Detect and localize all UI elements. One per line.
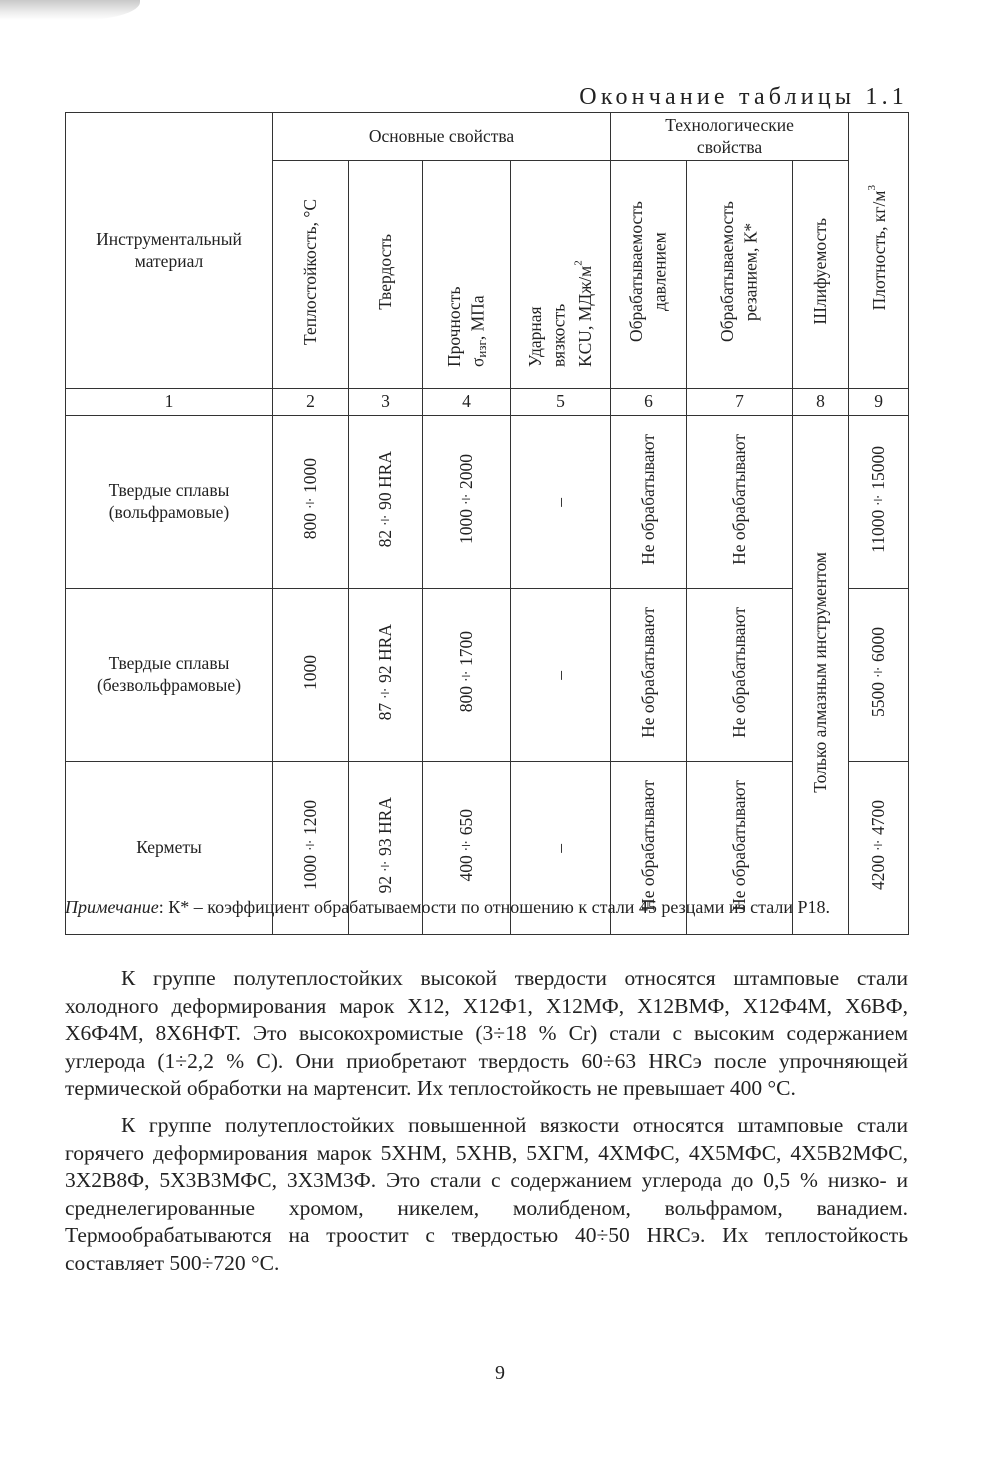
cell-cutting: Не обрабатывают — [687, 762, 793, 935]
cell-impact: – — [511, 416, 611, 589]
cell-hardness: 87÷92 HRA — [349, 589, 423, 762]
note-text: : К* – коэффициент обрабатываемости по отношению к стали 45 резцами из стали Р18. — [158, 897, 830, 917]
column-number: 9 — [849, 389, 909, 416]
table-row — [66, 416, 909, 589]
cell-strength: 800÷1700 — [423, 589, 511, 762]
cell-pressure: Не обрабатывают — [611, 762, 687, 935]
column-number: 7 — [687, 389, 793, 416]
cell-density: 4200÷4700 — [849, 762, 909, 935]
cell-pressure: Не обрабатывают — [611, 416, 687, 589]
cell-hardness: 92÷93 HRA — [349, 762, 423, 935]
header-cutting-workability: Обрабатываемость резанием, К* — [687, 161, 793, 389]
table-row — [66, 589, 909, 762]
cell-heat: 800÷1000 — [273, 416, 349, 589]
cell-material: Керметы — [66, 762, 273, 935]
column-number: 4 — [423, 389, 511, 416]
header-group-tech: Технологические свойства — [611, 113, 849, 161]
cell-impact: – — [511, 589, 611, 762]
cell-grindability-merged: Только алмазным инструментом — [793, 416, 849, 935]
column-number: 1 — [66, 389, 273, 416]
table-caption: Окончание таблицы 1.1 — [579, 84, 908, 110]
cell-hardness: 82÷90 HRA — [349, 416, 423, 589]
cell-cutting: Не обрабатывают — [687, 416, 793, 589]
cell-material: Твердые сплавы (вольфрамовые) — [66, 416, 273, 589]
cell-material: Твердые сплавы (безвольфрамовые) — [66, 589, 273, 762]
table-note — [65, 894, 908, 921]
column-number: 2 — [273, 389, 349, 416]
column-number: 3 — [349, 389, 423, 416]
column-number: 6 — [611, 389, 687, 416]
body-text — [65, 965, 908, 1287]
cell-impact: – — [511, 762, 611, 935]
column-number: 8 — [793, 389, 849, 416]
note-label: Примечание — [65, 897, 159, 917]
header-strength: Прочность $\sigma_{изг}$, МПа — [423, 161, 511, 389]
header-density: Плотность, $кг/м^3$ — [849, 113, 909, 389]
cell-pressure: Не обрабатывают — [611, 589, 687, 762]
cell-strength: 400÷650 — [423, 762, 511, 935]
cell-density: 11000÷15000 — [849, 416, 909, 589]
cell-heat: 1000 — [273, 589, 349, 762]
properties-table — [65, 112, 909, 935]
cell-heat: 1000÷1200 — [273, 762, 349, 935]
header-heat-resistance: Теплостойкость, °С — [273, 161, 349, 389]
scan-edge-shadow — [0, 0, 140, 20]
header-group-main: Основные свойства — [273, 113, 611, 161]
page-number: 9 — [495, 1362, 505, 1384]
cell-cutting: Не обрабатывают — [687, 589, 793, 762]
cell-density: 5500÷6000 — [849, 589, 909, 762]
column-number-row — [66, 389, 909, 416]
column-number: 5 — [511, 389, 611, 416]
header-grindability: Шлифуемость — [793, 161, 849, 389]
header-hardness: Твердость — [349, 161, 423, 389]
paragraph: К группе полутеплостойких повышенной вязкости относятся штамповые стали горячего деформирования марок 5ХНМ, 5ХНВ, 5ХГМ, 4ХМФС, 4Х5МФС, 4Х5В2МФС, 3Х2В8Ф, 5Х3В3МФС, 3Х3М3Ф. Это стали с содержанием углерода до 0,5 % низко- и среднелегированные хромом, никелем, молибденом, вольфрамом, ванадием. Термообрабатываются на троостит с твердостью 40÷50 HRCэ. Их теплостойкость составляет 500÷720 °С. — [65, 1112, 908, 1275]
header-impact-toughness: Ударная вязкость KCU, МДж/$м^2$ — [511, 161, 611, 389]
header-pressure-workability: Обрабатываемость давлением — [611, 161, 687, 389]
paragraph: К группе полутеплостойких высокой твердости относятся штамповые стали холодного деформирования марок Х12, Х12Ф1, Х12МФ, Х12ВМФ, Х12Ф4М, Х6ВФ, Х6Ф4М, 8Х6НФТ. Это высокохромистые (3÷18 % Cr) стали с высоким содержанием углерода (1÷2,2 % С). Они приобретают твердость 60÷63 HRCэ после упрочняющей термической обработки на мартенсит. Их теплостойкость не превышает 400 °С. — [65, 966, 908, 1101]
header-material: Инструментальный материал — [66, 113, 273, 389]
cell-strength: 1000÷2000 — [423, 416, 511, 589]
